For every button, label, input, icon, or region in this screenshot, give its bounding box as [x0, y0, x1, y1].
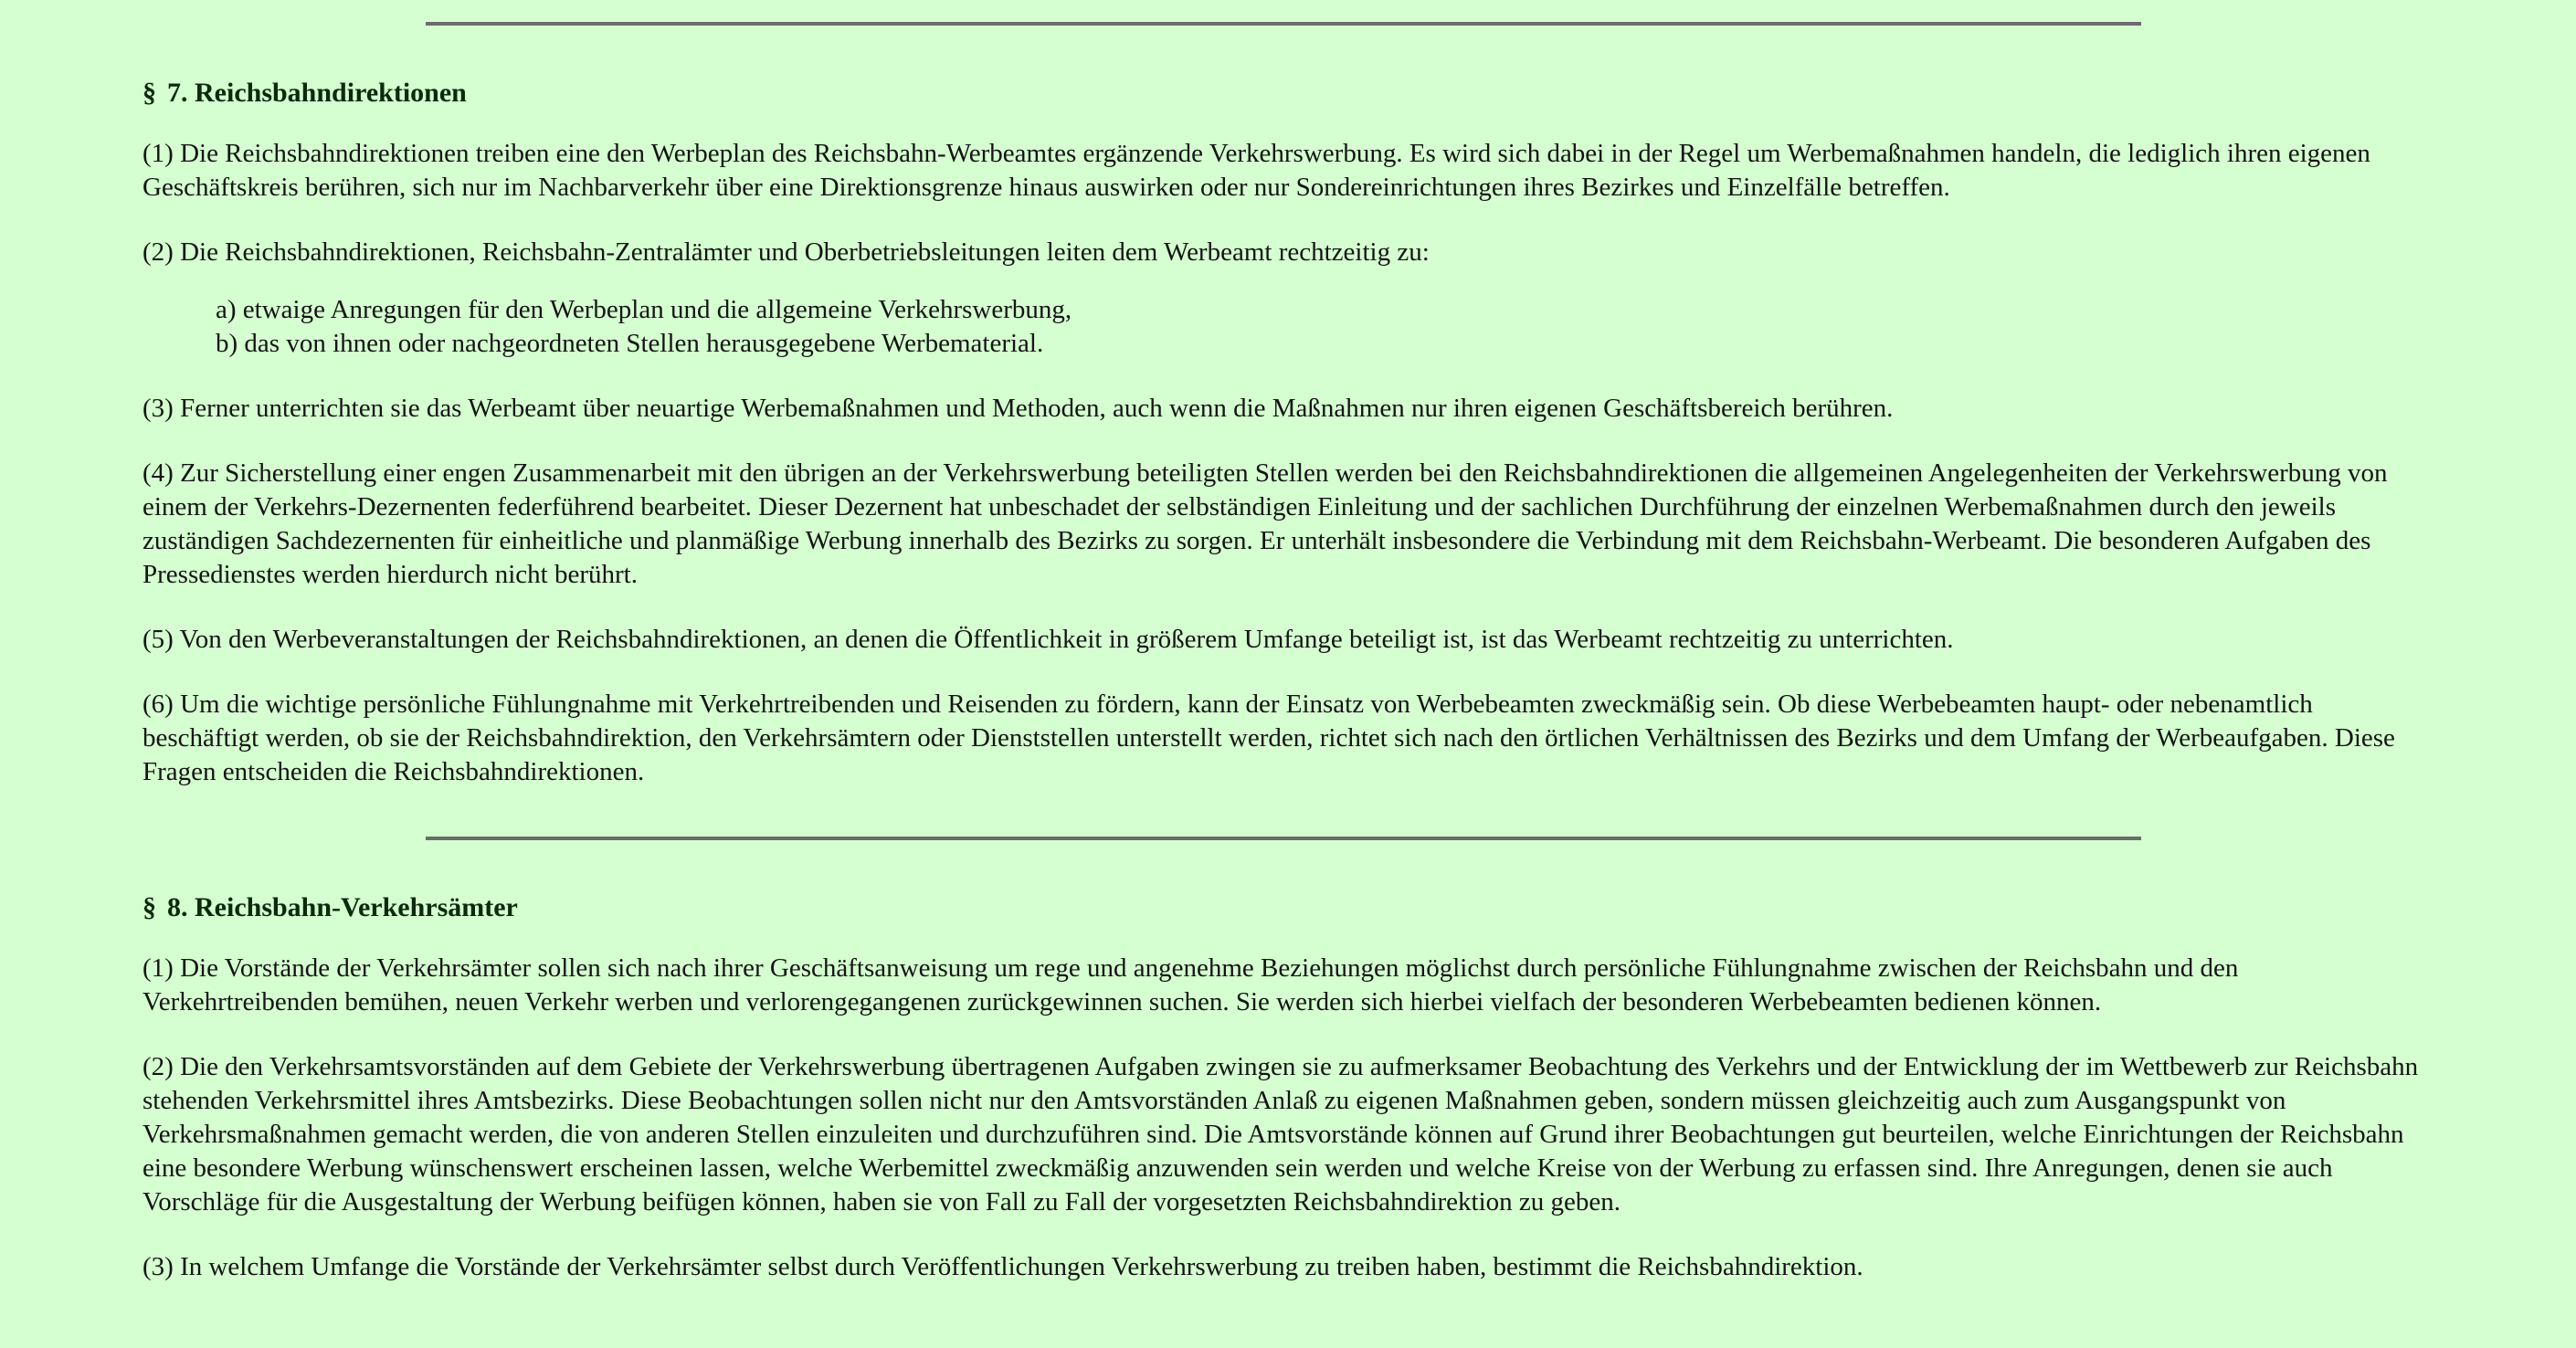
section-7-paragraph-2: (2) Die Reichsbahndirektionen, Reichsbahn-Zentralämter und Oberbetriebsleitungen leiten dem Werbeamt rechtzeitig zu: — [143, 237, 1430, 267]
horizontal-rule-middle — [426, 837, 2141, 840]
section-7-paragraph-3: (3) Ferner unterrichten sie das Werbeamt über neuartige Werbemaßnahmen und Methoden, auch wenn die Maßnahmen nur ihren eigenen Geschäftsbereich berühren. — [143, 394, 1894, 423]
section-8 — [143, 890, 2426, 1315]
section-7-symbol: § — [143, 78, 156, 108]
section-7-title: 7. Reichsbahndirektionen — [167, 78, 467, 108]
horizontal-rule-top — [426, 22, 2141, 26]
section-8-paragraph-1: (1) Die Vorstände der Verkehrsämter sollen sich nach ihrer Geschäftsanweisung um rege und angenehme Beziehungen möglichst durch persönliche Fühlungnahme zwischen der Reichsbahn und den Verkehrtreibenden bemühen, neuen Verkehr werben und verlorengegangenen zurückgewinnen suchen. Sie werden sich hierbei vielfach der besonderen Werbebeamten bedienen können. — [143, 953, 2239, 1016]
list-item: b) das von ihnen oder nachgeordneten Stellen herausgegebene Werbematerial. — [216, 329, 1044, 358]
section-7-heading — [143, 75, 2426, 111]
section-7-paragraph-4: (4) Zur Sicherstellung einer engen Zusammenarbeit mit den übrigen an der Verkehrswerbung beteiligten Stellen werden bei den Reichsbahndirektionen die allgemeinen Angelegenheiten der Verkehrswerbung von einem der Verkehrs-Dezernenten federführend bearbeitet. Dieser Dezernent hat unbeschadet der selbständigen Einleitung und der sachlichen Durchführung der einzelnen Werbemaßnahmen durch den jeweils zuständigen Sachdezernenten für einheitliche und planmäßige Werbung innerhalb des Bezirks zu sorgen. Er unterhält insbesondere die Verbindung mit dem Reichsbahn-Werbeamt. Die besonderen Aufgaben des Pressedienstes werden hierdurch nicht berührt. — [143, 458, 2388, 589]
section-8-symbol: § — [143, 892, 156, 922]
section-7-paragraph-6: (6) Um die wichtige persönliche Fühlungnahme mit Verkehrtreibenden und Reisenden zu fördern, kann der Einsatz von Werbebeamten zweckmäßig sein. Ob diese Werbebeamten haupt- oder nebenamtlich beschäftigt werden, ob sie der Reichsbahndirektion, den Verkehrsämtern oder Dienststellen unterstellt werden, richtet sich nach den örtlichen Verhältnissen des Bezirks und dem Umfang der Werbeaufgaben. Diese Fragen entscheiden die Reichsbahndirektionen. — [143, 690, 2395, 786]
section-7-paragraph-5: (5) Von den Werbeveranstaltungen der Reichsbahndirektionen, an denen die Öffentlichkeit in größerem Umfange beteiligt ist, ist das Werbeamt rechtzeitig zu unterrichten. — [143, 625, 1954, 654]
section-8-title: 8. Reichsbahn-Verkehrsämter — [167, 892, 518, 922]
section-8-paragraph-3: (3) In welchem Umfange die Vorstände der Verkehrsämter selbst durch Veröffentlichungen Verkehrswerbung zu treiben haben, bestimmt die Reichsbahndirektion. — [143, 1252, 1863, 1281]
section-7-paragraph-2-list — [216, 293, 2426, 361]
section-8-paragraph-2: (2) Die den Verkehrsamtsvorständen auf dem Gebiete der Verkehrswerbung übertragenen Aufgaben zwingen sie zu aufmerksamer Beobachtung des Verkehrs und der Entwicklung der im Wettbewerb zur Reichsbahn stehenden Verkehrsmittel ihres Amtsbezirks. Diese Beobachtungen sollen nicht nur den Amtsvorständen Anlaß zu eigenen Maßnahmen geben, sondern müssen gleichzeitig auch zum Ausgangspunkt von Verkehrsmaßnahmen gemacht werden, die von anderen Stellen einzuleiten und durchzuführen sind. Die Amtsvorstände können auf Grund ihrer Beobachtungen gut beurteilen, welche Einrichtungen der Reichsbahn eine besondere Werbung wünschenswert erscheinen lassen, welche Werbemittel zweckmäßig anzuwenden sein werden und welche Kreise von der Werbung zu erfassen sind. Ihre Anregungen, denen sie auch Vorschläge für die Ausgestaltung der Werbung beifügen können, haben sie von Fall zu Fall der vorgesetzten Reichsbahndirektion zu geben. — [143, 1052, 2419, 1216]
section-8-heading — [143, 890, 2426, 926]
section-7 — [143, 75, 2426, 820]
section-7-paragraph-1: (1) Die Reichsbahndirektionen treiben eine den Werbeplan des Reichsbahn-Werbeamtes ergänzende Verkehrswerbung. Es wird sich dabei in der Regel um Werbemaßnahmen handeln, die lediglich ihren eigenen Geschäftskreis berühren, sich nur im Nachbarverkehr über eine Direktionsgrenze hinaus auswirken oder nur Sondereinrichtungen ihres Bezirkes und Einzelfälle betreffen. — [143, 139, 2370, 202]
list-item: a) etwaige Anregungen für den Werbeplan und die allgemeine Verkehrswerbung, — [216, 295, 1072, 324]
